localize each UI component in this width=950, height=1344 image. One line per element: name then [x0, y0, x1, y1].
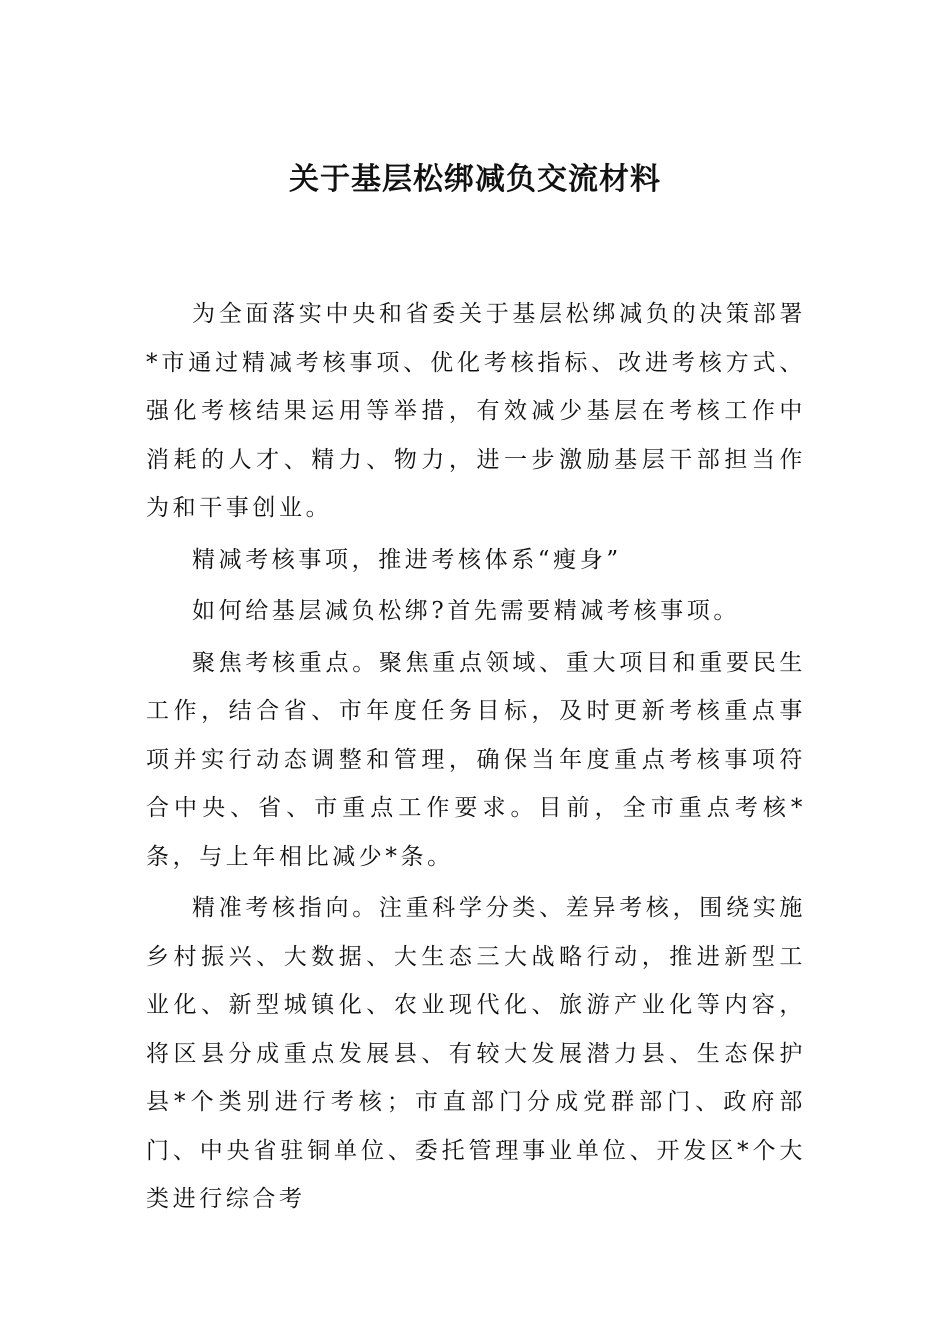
paragraph-question: 如何给基层减负松绑?首先需要精减考核事项。	[192, 598, 740, 624]
document-body	[146, 290, 806, 1224]
paragraph-precision: 精准考核指向。注重科学分类、差异考核，围绕实施乡村振兴、大数据、大生态三大战略行动，推进新型工业化、新型城镇化、农业现代化、旅游产业化等内容，将区县分成重点发展县、有较大发展潜力县、生态保护县*个类别进行考核；市直部门分成党群部门、政府部门、中央省驻铜单位、委托管理事业单位、开发区*个大类进行综合考	[146, 895, 806, 1212]
section-heading: 精减考核事项，推进考核体系“瘦身”	[192, 546, 622, 573]
document-title: 关于基层松绑减负交流材料	[289, 162, 661, 197]
paragraph-focus: 聚焦考核重点。聚焦重点领域、重大项目和重要民生工作，结合省、市年度任务目标，及时更新考核重点事项并实行动态调整和管理，确保当年度重点考核事项符合中央、省、市重点工作要求。目前，全市重点考核*条，与上年相比减少*条。	[146, 649, 806, 870]
paragraph-intro: 为全面落实中央和省委关于基层松绑减负的决策部署*市通过精减考核事项、优化考核指标、改进考核方式、强化考核结果运用等举措，有效减少基层在考核工作中消耗的人才、精力、物力，进一步激励基层干部担当作为和干事创业。	[146, 301, 806, 521]
